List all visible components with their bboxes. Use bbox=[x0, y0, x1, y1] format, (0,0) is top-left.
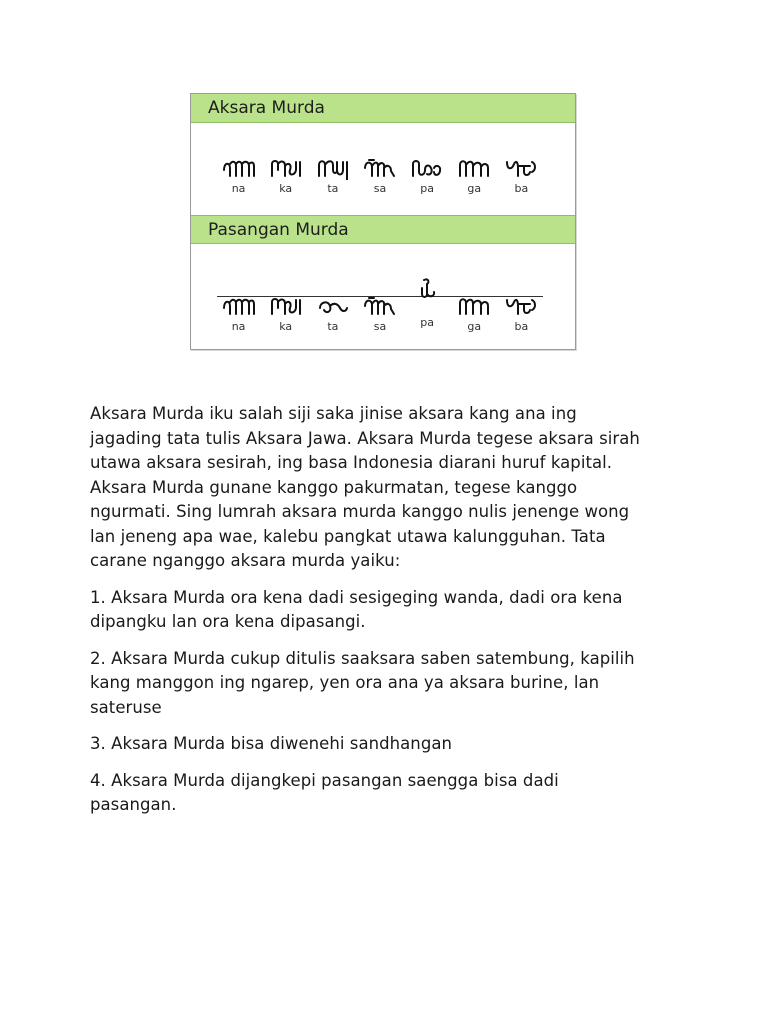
pasangan-label: ta bbox=[327, 320, 339, 333]
aksara-cell bbox=[451, 156, 498, 195]
aksara-cell bbox=[498, 156, 545, 195]
pasangan-cell bbox=[356, 294, 403, 333]
section-header-pasangan-murda: Pasangan Murda bbox=[191, 215, 575, 244]
pasangan-cell bbox=[215, 294, 262, 333]
aksara-murda-row bbox=[215, 156, 545, 195]
aksara-cell bbox=[404, 156, 451, 195]
aksara-label: na bbox=[231, 182, 246, 195]
rule-item-3: 3. Aksara Murda bisa diwenehi sandhangan bbox=[90, 734, 453, 753]
javanese-glyph-sa bbox=[363, 156, 397, 180]
javanese-pasangan-glyph-ba bbox=[504, 294, 538, 318]
section-header-aksara-murda: Aksara Murda bbox=[191, 94, 575, 123]
aksara-cell bbox=[309, 156, 356, 195]
intro-paragraph: Aksara Murda iku salah siji saka jinise aksara kang ana ing jagading tata tulis Aksara Jawa. Aksara Murda tegese aksara sirah utawa aksara sesirah, ing basa Indonesia diarani huruf kapital. Aksara Murda gunane kanggo pakurmatan, tegese kanggo ngurmati. Sing lumrah aksara murda kanggo nulis jenenge wong lan jeneng apa wae, kalebu pangkat utawa kalungguhan. Tata carane nganggo aksara murda yaiku: bbox=[90, 404, 640, 570]
rule-item-4: 4. Aksara Murda dijangkepi pasangan saengga bisa dadi pasangan. bbox=[90, 770, 559, 814]
pasangan-cell bbox=[404, 294, 451, 333]
rule-item-1: 1. Aksara Murda ora kena dadi sesigeging wanda, dadi ora kena dipangku lan ora kena dipasangi. bbox=[90, 587, 623, 631]
aksara-label: pa bbox=[420, 182, 434, 195]
javanese-glyph-ka bbox=[269, 156, 303, 180]
aksara-cell bbox=[262, 156, 309, 195]
pasangan-label: ka bbox=[279, 320, 293, 333]
pasangan-cell bbox=[262, 294, 309, 333]
pasangan-label: sa bbox=[373, 320, 387, 333]
javanese-glyph-ga bbox=[457, 156, 491, 180]
javanese-pasangan-glyph-ga bbox=[457, 294, 491, 318]
pasangan-cell bbox=[498, 294, 545, 333]
aksara-label: ta bbox=[327, 182, 339, 195]
aksara-murda-figure bbox=[190, 93, 576, 350]
pasangan-cell bbox=[309, 294, 356, 333]
aksara-label: ka bbox=[279, 182, 293, 195]
aksara-label: sa bbox=[373, 182, 387, 195]
javanese-glyph-pa bbox=[410, 156, 444, 180]
aksara-cell bbox=[215, 156, 262, 195]
javanese-pasangan-glyph-na bbox=[222, 294, 256, 318]
pasangan-label: ga bbox=[467, 320, 482, 333]
aksara-cell bbox=[356, 156, 403, 195]
pasangan-murda-row bbox=[215, 294, 545, 333]
javanese-glyph-na bbox=[222, 156, 256, 180]
javanese-pasangan-glyph-pa bbox=[410, 276, 444, 314]
aksara-label: ga bbox=[467, 182, 482, 195]
document-body bbox=[90, 402, 690, 830]
javanese-pasangan-glyph-ka bbox=[269, 294, 303, 318]
aksara-label: ba bbox=[514, 182, 529, 195]
javanese-pasangan-glyph-ta bbox=[316, 294, 350, 318]
pasangan-label: pa bbox=[420, 316, 434, 329]
rule-item-2: 2. Aksara Murda cukup ditulis saaksara saben satembung, kapilih kang manggon ing ngarep, yen ora ana ya aksara burine, lan sateruse bbox=[90, 648, 635, 717]
javanese-pasangan-glyph-sa bbox=[363, 294, 397, 318]
pasangan-cell bbox=[451, 294, 498, 333]
pasangan-label: ba bbox=[514, 320, 529, 333]
javanese-glyph-ba bbox=[504, 156, 538, 180]
javanese-glyph-ta bbox=[316, 156, 350, 180]
pasangan-label: na bbox=[231, 320, 246, 333]
